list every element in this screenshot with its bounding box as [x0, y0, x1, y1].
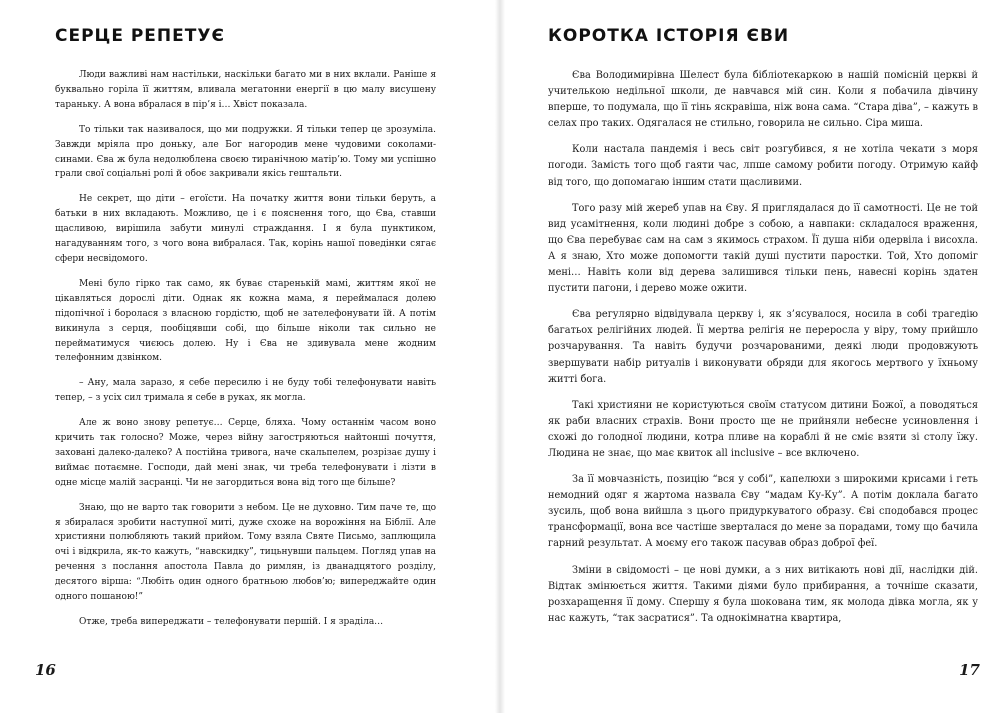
paragraph: – Ану, мала заразо, я себе пересилю і не буду тобі телефонувати навіть тепер, – з усіх сил тримала я себе в руках, як могла. — [55, 378, 436, 404]
paragraph: Не секрет, що діти – егоїсти. На початку життя вони тільки беруть, а батьки в них вкладають. Можливо, це і є пояснення того, що Єва, ставши щасливою, вирішила забути минулі страждання. І я була пунктиком, нагадуванням того, з чого вона вибралася. Так, корінь нашої поведінки сягає сфери несвідомого. — [55, 194, 436, 264]
paragraph: Отже, треба випереджати – телефонувати першій. І я зраділа… — [79, 617, 384, 627]
paragraph: Єва Володимирівна Шелест була бібліотекаркою в нашій помісній церкві й учителькою недільної школи, де навчався мій син. Коли я побачила дівчину вперше, то подумала, що її тінь яскравіша, ніж вона сама. “Стара діва”, – кажуть в селах про таких. Одягалася не стильно, говорила не сильно. Сіра миша. — [548, 70, 978, 130]
paragraph: Того разу мій жереб упав на Єву. Я приглядалася до її самотності. Це не той вид усамітнення, коли людині добре з собою, а навпаки: складалося враження, що Єва перебуває сам на сам з якимось страхом. Її душа ніби одервіла і висохла. А я знаю, Хто може допомогти такій душі пустити паростки. Той, Хто допоміг мені… Навіть коли від дерева залишився тільки пень, навесні корінь здатен пустити пагони, і дерево може ожити. — [548, 202, 978, 295]
paragraph: Люди важливі нам настільки, наскільки багато ми в них вклали. Раніше я буквально горіла її життям, вливала мегатонни енергії в цю малу висушену тараньку. А вона вбралася в пір’я і… Хвіст показала. — [55, 70, 436, 110]
paragraph: Зміни в свідомості – це нові думки, а з них витікають нові дії, наслідки дій. Відтак змінюється життя. Такими діями було прибирання, а точніше сказати, розхаращення її дому. Спершу я була шокована тим, як молода дівка могла, як у нас кажуть, “так засратися”. Та однокімнатна квартира, — [548, 564, 978, 624]
right-page-number: 17 — [959, 661, 980, 679]
paragraph: Але ж воно знову репетує… Серце, бляха. Чому останнім часом воно кричить так голосно? Може, через війну загостряються найтонші почуття, заховані далеко-далеко? А постійна тривога, наче скальпелем, розрізає душу і виймає потаємне. Господи, дай мені знак, чи треба телефонувати і лізти в одне місце малій засранці. Чи не загордиться вона від того ще більше? — [55, 418, 436, 488]
left-running-title: СЕРЦЕ РЕПЕТУЄ — [55, 26, 225, 46]
left-body-text — [55, 68, 436, 640]
paragraph: Такі християни не користуються своїм статусом дитини Божої, а поводяться як раби власних страхів. Вони просто ще не прийняли небесне усиновлення і схожі до голодної людини, котра пливе на кораблі й не сміє взяти зі столу їжу. Людина не знає, що має квиток all inclusive – все включено. — [548, 399, 978, 459]
paragraph: Знаю, що не варто так говорити з небом. Це не духовно. Тим паче те, що я збиралася зробити наступної миті, дуже схоже на ворожіння на Біблії. Але християни полюбляють такий прийом. Тому взяла Святе Письмо, заплющила очі і відкрила, як-то кажуть, “навскидку”, тицьнувши пальцем. Погляд упав на речення з послання апостола Павла до римлян, із дванадцятого розділу, десятого вірша: “Любіть один одного братньою любов’ю; випереджайте один одного пошаною!” — [55, 502, 436, 603]
left-page-number: 16 — [35, 661, 56, 679]
right-page — [500, 0, 1000, 713]
right-chapter-title: КОРОТКА ІСТОРІЯ ЄВИ — [548, 26, 790, 46]
right-body-text — [548, 68, 978, 637]
paragraph: То тільки так називалося, що ми подружки. Я тільки тепер це зрозуміла. Завжди мріяла про доньку, але Бог нагородив мене чудовими соколами-синами. Єва ж була недолюблена своєю тиранічною матір’ю. Тому ми успішно грали свої соціальні ролі й обоє закривали якісь гештальти. — [55, 124, 436, 180]
paragraph: Коли настала пандемія і весь світ розгубився, я не хотіла чекати з моря погоди. Замість того щоб гаяти час, лпше самому робити погоду. Отримую кайф від того, що допомагаю іншим стати щасливими. — [548, 144, 978, 188]
paragraph: Єва регулярно відвідувала церкву і, як з’ясувалося, носила в собі трагедію багатьох релігійних людей. Її мертва релігія не переросла у віру, тому прийшло розчарування. Та навіть будучи розчарованими, деякі люди продовжують звершувати набір ритуалів і виконувати обряди для якогось мертвого у їхньому житті бога. — [548, 309, 978, 385]
paragraph: За її мовчазність, позицію “вся у собі”, капелюхи з широкими крисами і геть немодний одяг я жартома назвала Єву “мадам Ку-Ку”. А потім доклала багато зусиль, щоб вона вийшла з цього придуркуватого образу. Єві сподобався процес трансформації, вона все частіше зверталася до мене за порадами, тому що бачила гарний результат. А моєму его також пасував образ доброї феї. — [548, 474, 978, 550]
paragraph: Мені було гірко так само, як буває старенькій мамі, життям якої не цікавляться дорослі діти. Однак як кожна мама, я переймалася долею підопічної і боролася з власною гордістю, щоб не зателефонувати їй. А потім викинула з серця, пообіцявши собі, що більше ніколи так сильно не перейматимуся чиєюсь долею. Ну і Єва не здивувала мене жодним телефонним дзвінком. — [55, 278, 436, 364]
